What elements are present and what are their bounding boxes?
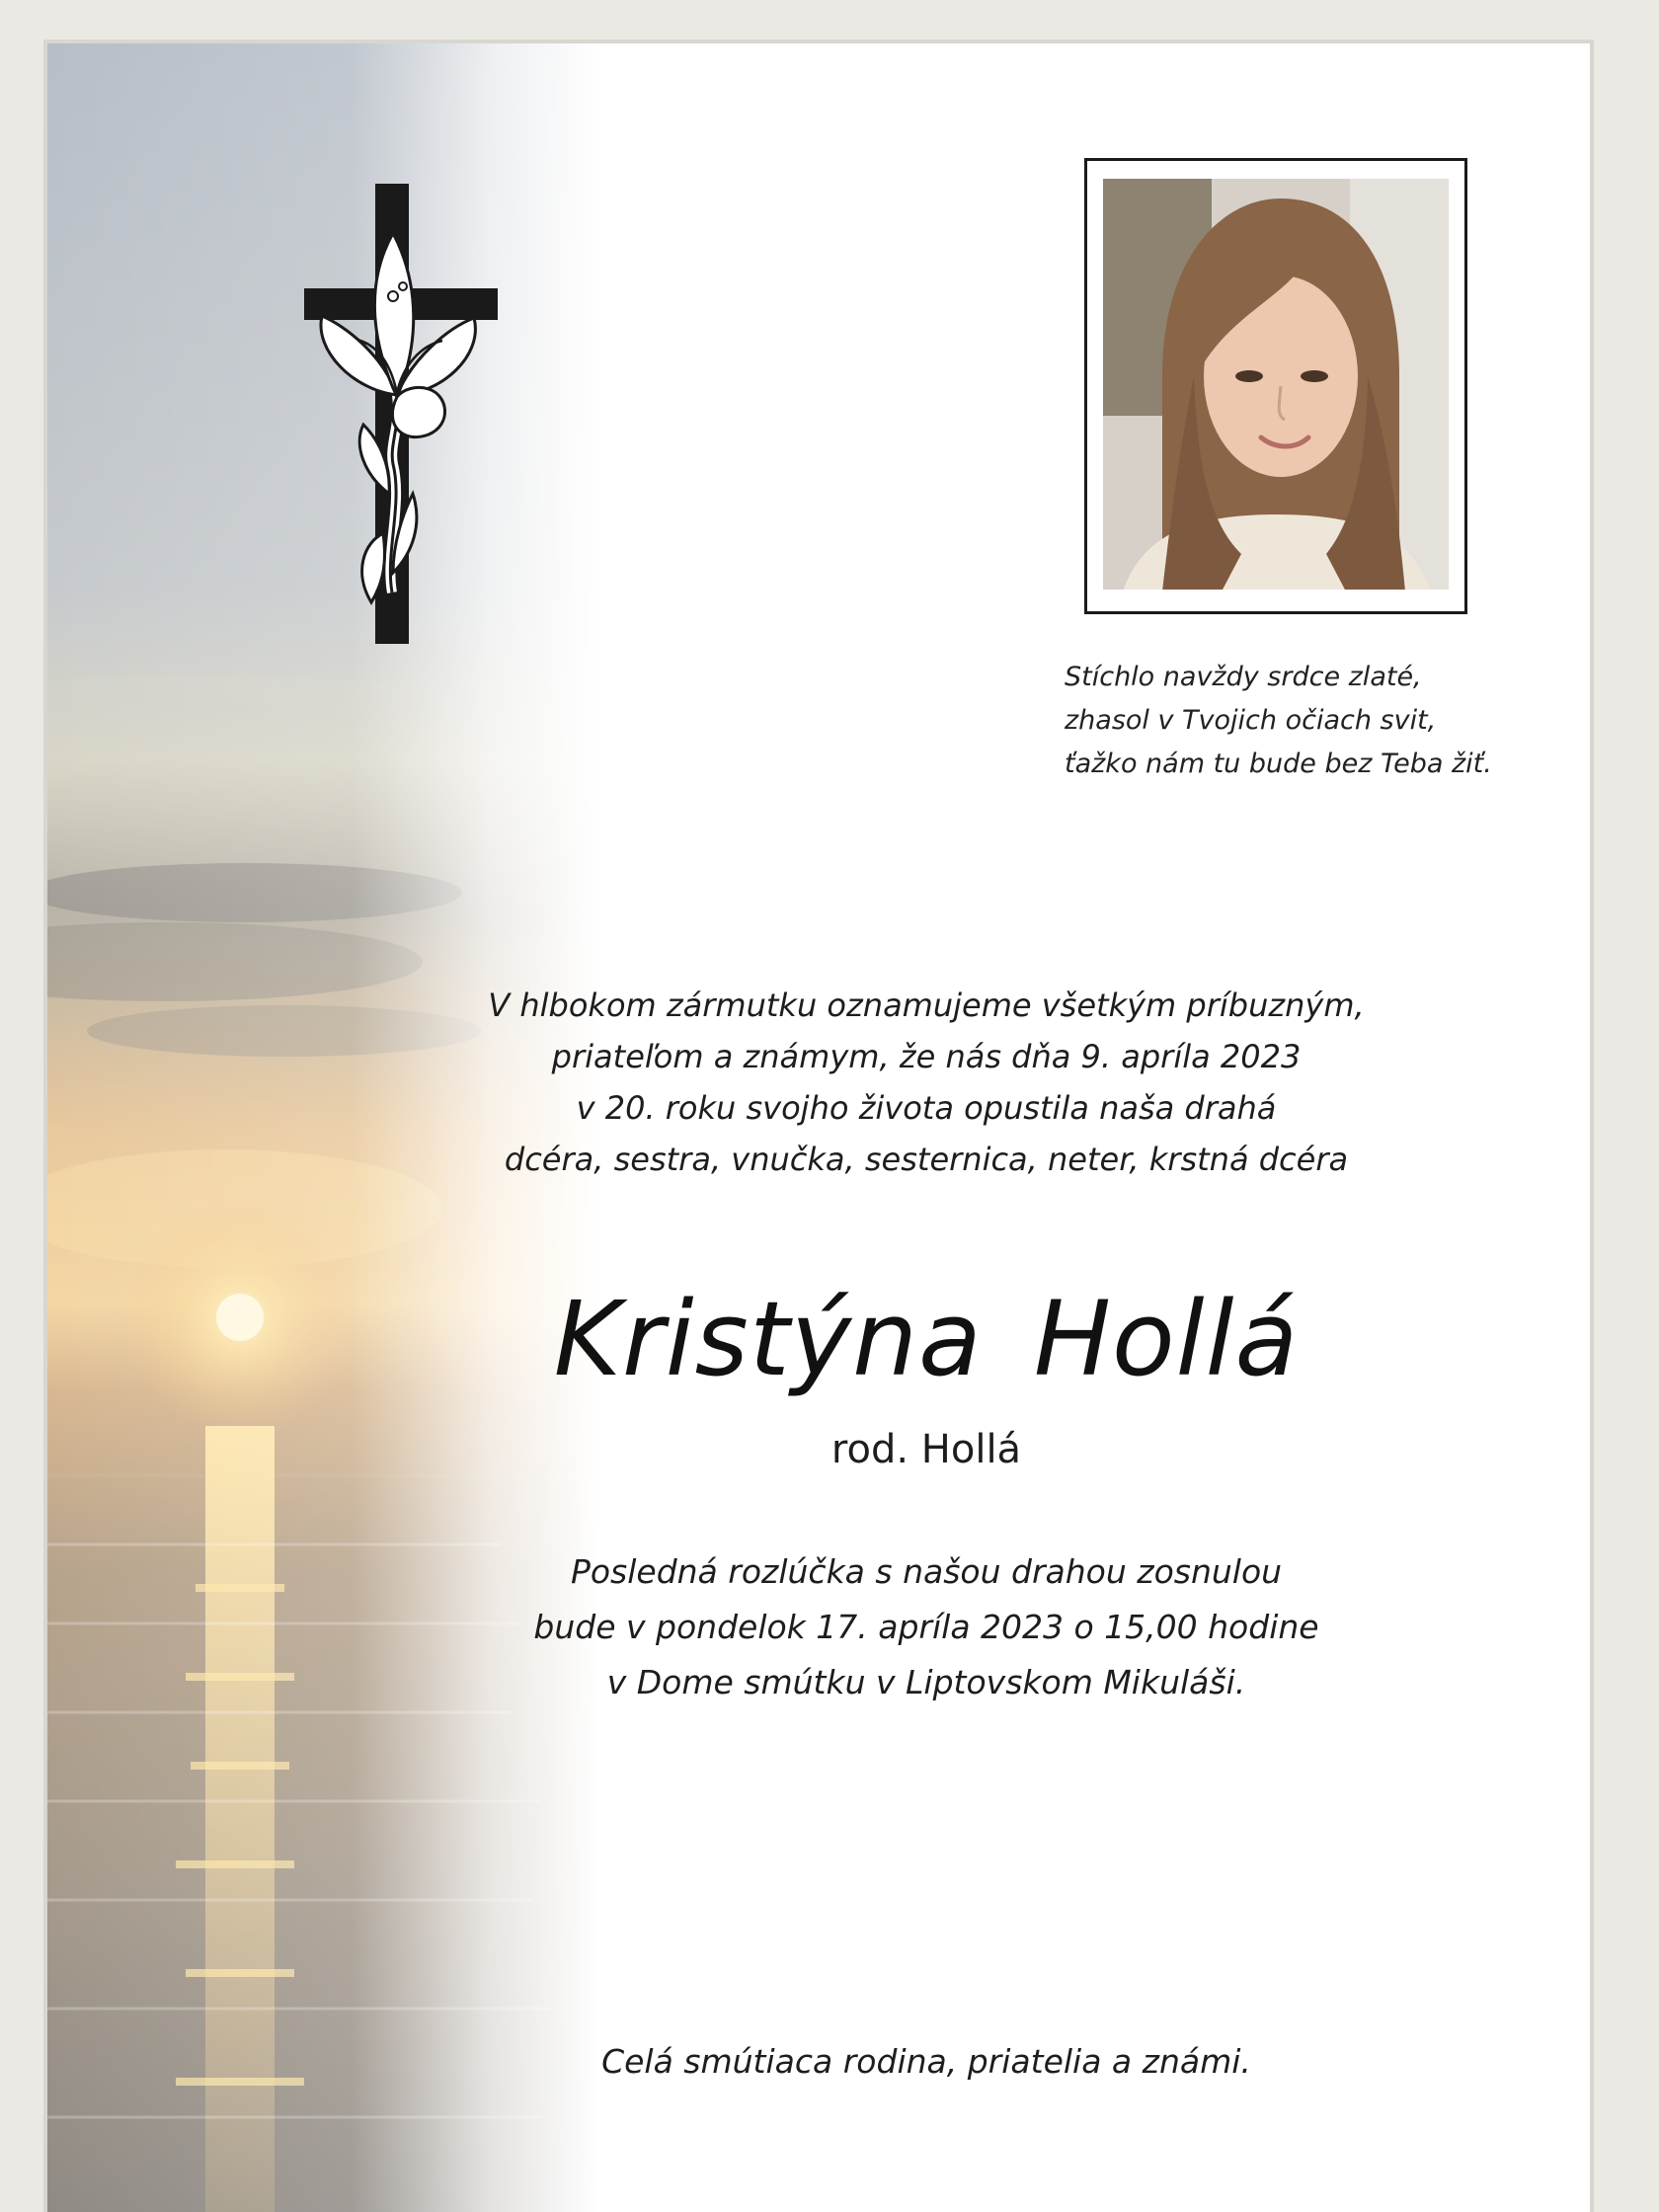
cross-with-lily-icon [255,178,551,652]
announcement-line: priateľom a známym, že nás dňa 9. apríla 2023 [551,1038,1302,1075]
funeral-line: v Dome smútku v Liptovskom Mikuláši. [606,1663,1246,1701]
portrait-photo [1103,179,1449,590]
poem-line: Stíchlo navždy srdce zlaté, [1065,662,1422,692]
announcement-line: dcéra, sestra, vnučka, sesternica, neter, krstná dcéra [504,1141,1349,1178]
memorial-poem [1065,656,1578,786]
maiden-name: rod. Hollá [830,1427,1022,1472]
funeral-line: bude v pondelok 17. apríla 2023 o 15,00 hodine [533,1608,1319,1646]
announcement-line: v 20. roku svojho života opustila naša drahá [576,1089,1277,1127]
deceased-name: Kristýna Hollá [553,1279,1300,1399]
family-signature: Celá smútiaca rodina, priatelia a známi. [601,2042,1251,2081]
funeral-line: Posledná rozlúčka s našou drahou zosnulou [570,1552,1283,1591]
funeral-details [403,1544,1450,1710]
death-announcement [403,980,1450,1185]
portrait-frame [1084,158,1467,614]
poem-line: zhasol v Tvojich očiach svit, [1065,705,1437,736]
obituary-card [43,40,1594,2212]
poem-line: ťažko nám tu bude bez Teba žiť. [1065,749,1492,779]
announcement-line: V hlbokom zármutku oznamujeme všetkým príbuzným, [488,987,1365,1024]
